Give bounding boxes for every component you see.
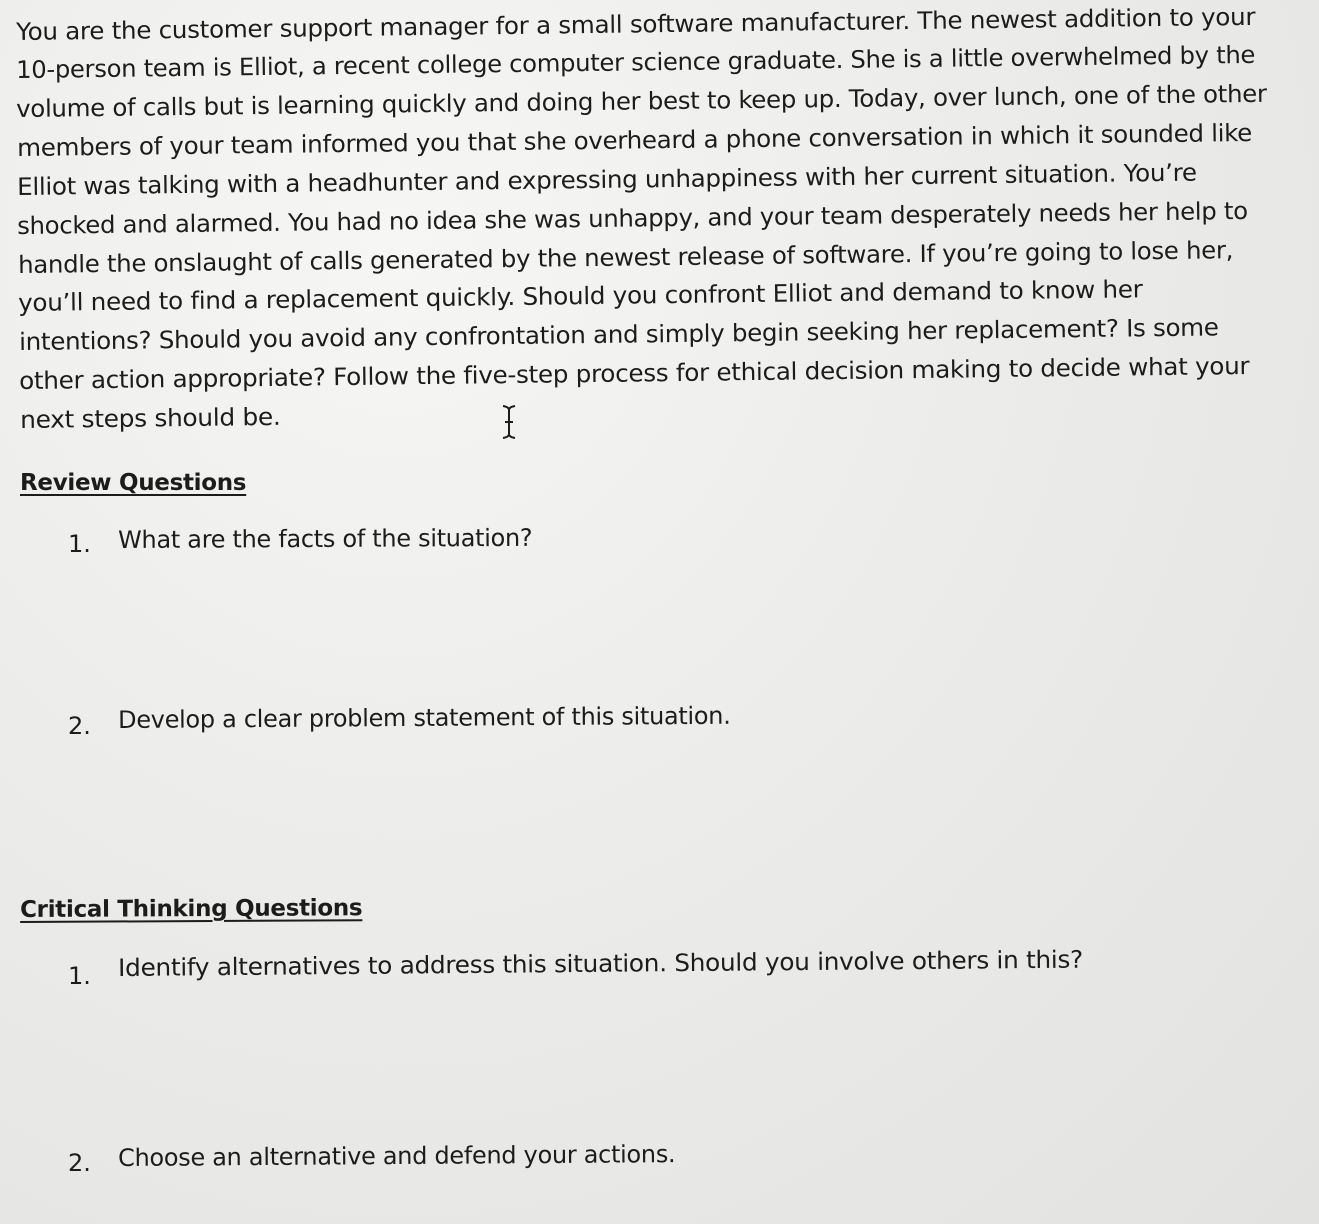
question-text: Choose an alternative and defend your actions. — [117, 1140, 676, 1172]
question-number: 2. — [68, 712, 91, 740]
question-text: What are the facts of the situation? — [117, 523, 533, 554]
scenario-line: members of your team informed you that she overheard a phone conversation in which it sounded like — [16, 118, 1253, 162]
critical-thinking-heading: Critical Thinking Questions — [19, 895, 363, 923]
text-cursor-icon — [500, 404, 518, 440]
scenario-line: shocked and alarmed. You had no idea she was unhappy, and your team desperately needs her help to — [16, 196, 1248, 240]
scenario-line: volume of calls but is learning quickly and doing her best to keep up. Today, over lunch, one of the other — [15, 79, 1267, 123]
scenario-line: intentions? Should you avoid any confrontation and simply begin seeking her replacement? Is some — [18, 313, 1219, 356]
question-text: Develop a clear problem statement of this situation. — [117, 701, 731, 734]
scenario-line: Elliot was talking with a headhunter and expressing unhappiness with her current situation. You’re — [16, 158, 1197, 201]
scenario-line: You are the customer support manager for a small software manufacturer. The newest addition to your — [15, 2, 1256, 46]
scenario-line: other action appropriate? Follow the five-step process for ethical decision making to decide what your — [18, 351, 1250, 395]
scenario-line: next steps should be. — [19, 402, 281, 434]
scenario-line: handle the onslaught of calls generated by the newest release of software. If you’re going to lose her, — [17, 236, 1234, 279]
review-questions-heading: Review Questions — [20, 470, 247, 496]
question-number: 1. — [68, 962, 91, 990]
question-text: Identify alternatives to address this situation. Should you involve others in this? — [117, 945, 1083, 982]
question-number: 1. — [68, 530, 91, 558]
scenario-line: 10-person team is Elliot, a recent college computer science graduate. She is a little overwhelmed by the — [15, 40, 1256, 84]
scenario-line: you’ll need to find a replacement quickly. Should you confront Elliot and demand to know her — [17, 275, 1143, 317]
question-number: 2. — [68, 1149, 91, 1177]
